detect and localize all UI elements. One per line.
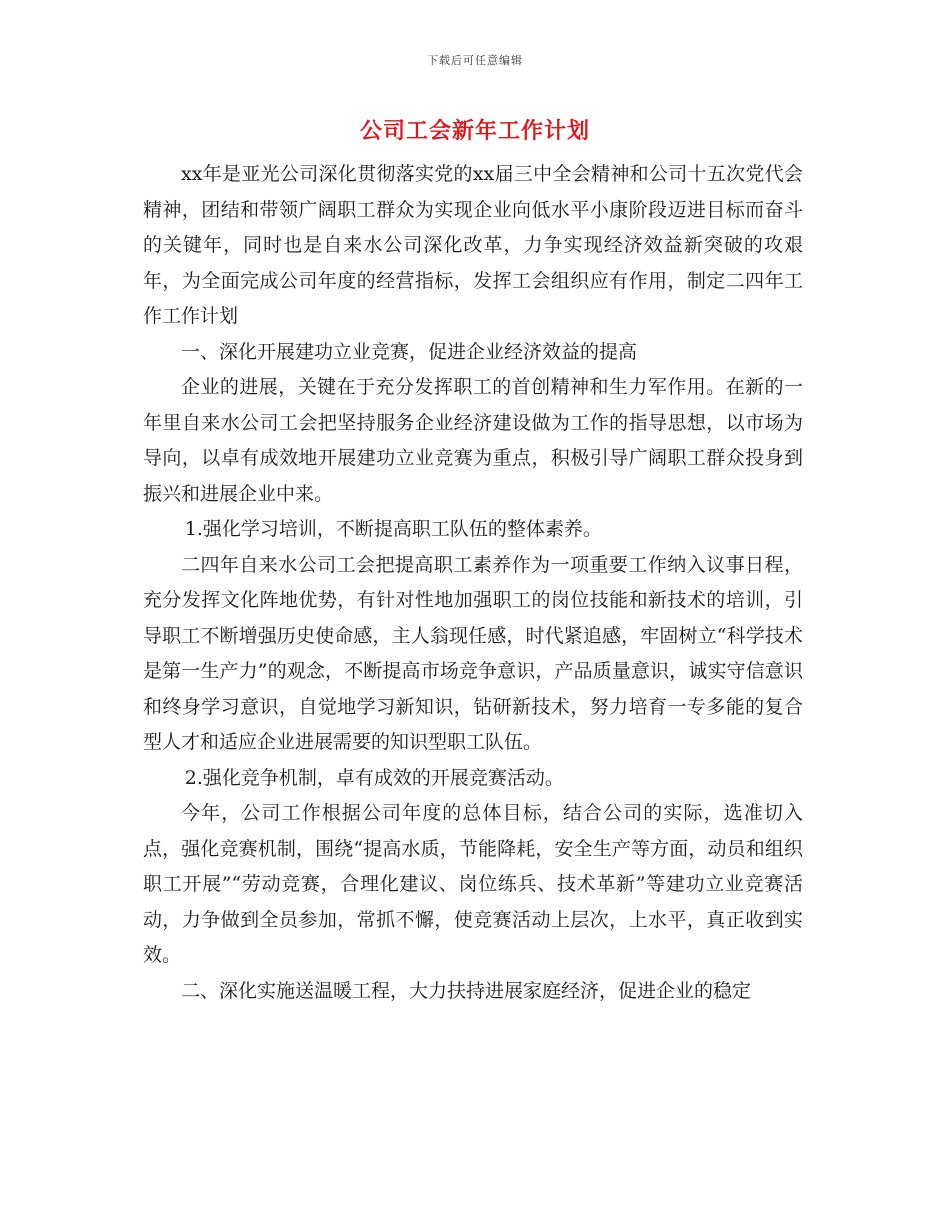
- paragraph-training: 二四年自来水公司工会把提高职工素养作为一项重要工作纳入议事日程，充分发挥文化阵地优势，有针对性地加强职工的岗位技能和新技术的培训，引导职工不断增强历史使命感，主人翁现任感，时代紧追感，牢固树立“科学技术是第一生产力”的观念，不断提高市场竞争意识，产品质量意识，诚实守信意识和终身学习意识，自觉地学习新知识，钻研新技术，努力培育一专多能的复合型人才和适应企业进展需要的知识型职工队伍。: [143, 553, 803, 753]
- header-note: 下载后可任意编辑: [427, 54, 523, 67]
- subheading-1-1: 1.强化学习培训，不断提高职工队伍的整体素养。: [184, 518, 602, 540]
- paragraph-intro: xx年是亚光公司深化贯彻落实党的xx届三中全会精神和公司十五次党代会精神，团结和带领广阔职工群众为实现企业向低水平小康阶段迈进目标而奋斗的关键年，同时也是自来水公司深化改革，力争实现经济效益新突破的攻艰年，为全面完成公司年度的经营指标，发挥工会组织应有作用，制定二四年工作工作计划: [143, 163, 803, 327]
- paragraph-section-1: 企业的进展，关键在于充分发挥职工的首创精神和生力军作用。在新的一年里自来水公司工会把坚持服务企业经济建设做为工作的指导思想，以市场为导向，以卓有成效地开展建功立业竞赛为重点，积极引导广阔职工群众投身到振兴和进展企业中来。: [143, 376, 803, 505]
- document-body: [143, 157, 803, 1009]
- section-heading-2: 二、深化实施送温暖工程，大力扶持进展家庭经济，促进企业的稳定: [181, 979, 752, 1002]
- document-title: 公司工会新年工作计划: [359, 118, 590, 144]
- section-heading-1: 一、深化开展建功立业竞赛，促进企业经济效益的提高: [181, 340, 638, 363]
- paragraph-competition: 今年，公司工作根据公司年度的总体目标，结合公司的实际，选准切入点，强化竞赛机制，围绕“提高水质，节能降耗，安全生产等方面，动员和组织职工开展”“劳动竞赛，合理化建议、岗位练兵、技术革新”等建功立业竞赛活动，力争做到全员参加，常抓不懈，使竞赛活动上层次，上水平，真正收到实效。: [143, 802, 803, 966]
- subheading-1-2: 2.强化竞争机制，卓有成效的开展竞赛活动。: [184, 766, 564, 789]
